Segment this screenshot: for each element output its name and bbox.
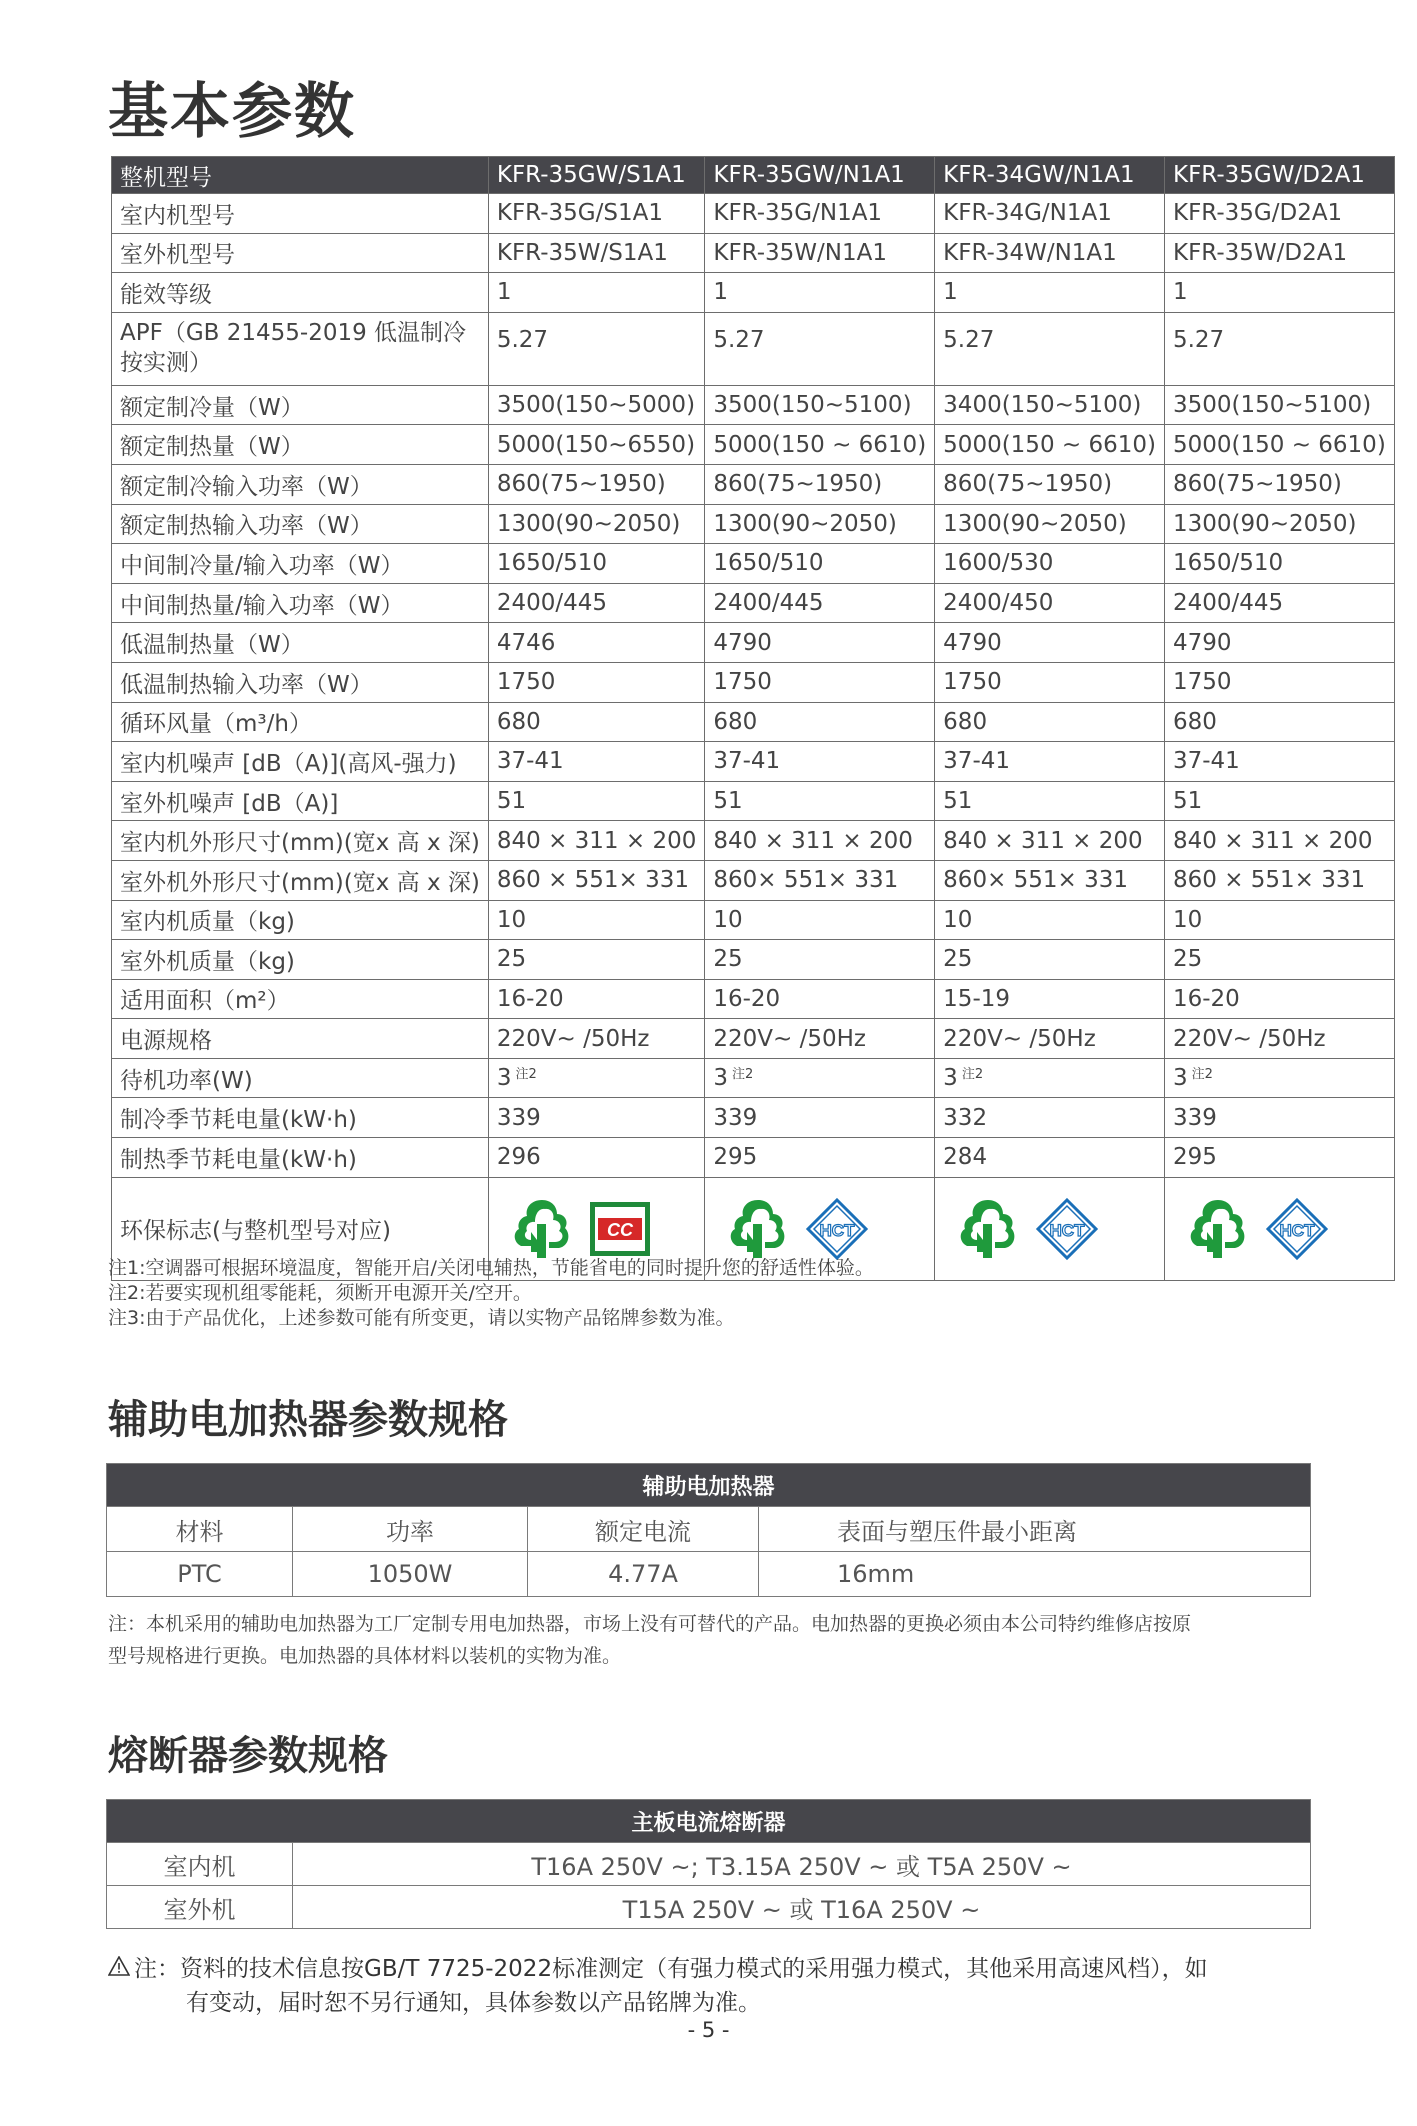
standby-value: 3	[943, 1065, 958, 1092]
spec-value: 339	[1164, 1098, 1394, 1138]
spec-value: 1650/510	[488, 544, 705, 584]
spec-value: 37-41	[705, 742, 935, 782]
spec-row-label: 室内机外形尺寸(mm)(宽x 高 x 深)	[112, 821, 489, 861]
spec-value: 37-41	[1164, 742, 1394, 782]
heater-col-header: 功率	[293, 1507, 528, 1552]
spec-value: 16-20	[488, 979, 705, 1019]
spec-value: KFR-34W/N1A1	[935, 233, 1165, 273]
spec-row-label: 低温制热输入功率（W）	[112, 662, 489, 702]
standby-note: 注2	[732, 1067, 754, 1083]
spec-value: 1	[1164, 273, 1394, 313]
spec-value: 284	[935, 1138, 1165, 1178]
spec-value: 5000(150 ~ 6610)	[1164, 425, 1394, 465]
spec-value: 680	[935, 702, 1165, 742]
spec-value: 4790	[705, 623, 935, 663]
spec-value: 25	[705, 940, 935, 980]
spec-row-label: 电源规格	[112, 1019, 489, 1059]
spec-value: KFR-35W/D2A1	[1164, 233, 1394, 273]
standby-value: 3	[1172, 1065, 1188, 1092]
fuse-row	[107, 1886, 1311, 1929]
spec-value: 4746	[488, 623, 705, 663]
spec-row	[112, 385, 1395, 425]
spec-value: 37-41	[488, 742, 705, 782]
spec-value: 1750	[705, 662, 935, 702]
spec-value: 37-41	[935, 742, 1165, 782]
spec-value: 1300(90~2050)	[935, 504, 1165, 544]
spec-value: 840 × 311 × 200	[935, 821, 1165, 861]
spec-value: 4790	[1164, 623, 1394, 663]
spec-row	[112, 1019, 1395, 1059]
heater-col-header: 材料	[107, 1507, 293, 1552]
spec-row	[112, 940, 1395, 980]
footer-note	[108, 1952, 1328, 2020]
spec-row	[112, 623, 1395, 663]
spec-value: 16-20	[1164, 979, 1394, 1019]
spec-value: 339	[705, 1098, 935, 1138]
spec-body	[112, 194, 1395, 1281]
spec-value: 25	[488, 940, 705, 980]
spec-row	[112, 425, 1395, 465]
spec-value: 2400/445	[488, 583, 705, 623]
spec-row	[112, 544, 1395, 584]
spec-row-label: 室外机型号	[112, 233, 489, 273]
spec-value: 2400/445	[1164, 583, 1394, 623]
spec-value: 3500(150~5100)	[705, 385, 935, 425]
spec-value: 1	[488, 273, 705, 313]
spec-row	[112, 781, 1395, 821]
spec-row-label: 室内机质量（kg)	[112, 900, 489, 940]
spec-value: 51	[488, 781, 705, 821]
spec-row	[112, 1098, 1395, 1138]
footer-line: 有变动，届时恕不另行通知，具体参数以产品铭牌为准。	[186, 1990, 761, 2016]
notes-block	[108, 1256, 874, 1331]
spec-row	[112, 273, 1395, 313]
spec-value: 3500(150~5000)	[488, 385, 705, 425]
spec-value: 2400/445	[705, 583, 935, 623]
spec-value: KFR-34G/N1A1	[935, 194, 1165, 234]
spec-row-label: 额定制冷量（W）	[112, 385, 489, 425]
spec-value: 840 × 311 × 200	[1164, 821, 1394, 861]
spec-value: 2400/450	[935, 583, 1165, 623]
spec-row	[112, 662, 1395, 702]
spec-value	[1164, 1058, 1394, 1098]
spec-row	[112, 860, 1395, 900]
spec-value: KFR-35G/N1A1	[705, 194, 935, 234]
spec-value: 51	[705, 781, 935, 821]
spec-value: 5000(150 ~ 6610)	[705, 425, 935, 465]
svg-text:HCT: HCT	[1279, 1220, 1315, 1240]
heater-value: 1050W	[293, 1552, 528, 1597]
standby-value: 3	[713, 1065, 728, 1092]
spec-row	[112, 900, 1395, 940]
spec-value: 5.27	[705, 312, 935, 385]
spec-value: 840 × 311 × 200	[488, 821, 705, 861]
spec-value: 51	[1164, 781, 1394, 821]
spec-value: 10	[935, 900, 1165, 940]
hct-icon	[1035, 1197, 1099, 1261]
spec-value: 220V~ /50Hz	[1164, 1019, 1394, 1059]
spec-value: 1650/510	[1164, 544, 1394, 584]
spec-value: 51	[935, 781, 1165, 821]
warning-triangle-icon	[108, 1952, 134, 1986]
spec-value: 1	[705, 273, 935, 313]
spec-value: 1300(90~2050)	[1164, 504, 1394, 544]
spec-value: 295	[705, 1138, 935, 1178]
spec-value: 1750	[488, 662, 705, 702]
spec-row	[112, 504, 1395, 544]
fuse-table	[106, 1799, 1311, 1929]
leaf-icon	[1185, 1196, 1251, 1262]
spec-value: 860× 551× 331	[705, 860, 935, 900]
fuse-table-title: 主板电流熔断器	[107, 1800, 1311, 1843]
heater-note	[108, 1608, 1191, 1672]
spec-value: 680	[705, 702, 935, 742]
spec-row	[112, 583, 1395, 623]
heater-table	[106, 1463, 1311, 1597]
spec-row	[112, 312, 1395, 385]
leaf-icon	[725, 1196, 791, 1262]
spec-value: 5000(150 ~ 6610)	[935, 425, 1165, 465]
heater-note-line: 注：本机采用的辅助电加热器为工厂定制专用电加热器，市场上没有可替代的产品。电加热器的更换必须由本公司特约维修店按原	[108, 1613, 1192, 1635]
spec-row-label: 适用面积（m²）	[112, 979, 489, 1019]
spec-value: 332	[935, 1098, 1165, 1138]
standby-note: 注2	[961, 1067, 984, 1083]
eco-logo-cell	[1164, 1177, 1394, 1280]
spec-value: 860(75~1950)	[1164, 464, 1394, 504]
spec-value: 1750	[935, 662, 1165, 702]
leaf-icon	[509, 1196, 575, 1262]
spec-value	[488, 1058, 705, 1098]
spec-header-label: 整机型号	[112, 157, 489, 194]
spec-value: 220V~ /50Hz	[488, 1019, 705, 1059]
spec-value: KFR-35W/S1A1	[488, 233, 705, 273]
spec-value: KFR-35W/N1A1	[705, 233, 935, 273]
spec-table	[111, 156, 1395, 1281]
spec-row-label: 循环风量（m³/h）	[112, 702, 489, 742]
cc-mark-icon	[589, 1201, 651, 1257]
fuse-section-title: 熔断器参数规格	[108, 1733, 388, 1779]
svg-text:HCT: HCT	[819, 1220, 855, 1240]
spec-value: 1300(90~2050)	[488, 504, 705, 544]
spec-value	[935, 1058, 1165, 1098]
spec-value: 4790	[935, 623, 1165, 663]
spec-value: KFR-35G/S1A1	[488, 194, 705, 234]
spec-row-label: 待机功率(W)	[112, 1058, 489, 1098]
heater-note-line: 型号规格进行更换。电加热器的具体材料以装机的实物为准。	[108, 1645, 622, 1667]
spec-value: 15-19	[935, 979, 1165, 1019]
heater-col-header: 额定电流	[528, 1507, 759, 1552]
spec-row-label: 室外机噪声 [dB（A)]	[112, 781, 489, 821]
fuse-row-label: 室内机	[107, 1843, 293, 1886]
model-header: KFR-34GW/N1A1	[935, 157, 1165, 194]
spec-row	[112, 821, 1395, 861]
spec-row	[112, 979, 1395, 1019]
spec-value: 10	[705, 900, 935, 940]
heater-header-row	[107, 1507, 1311, 1552]
spec-row	[112, 194, 1395, 234]
spec-value: 5.27	[488, 312, 705, 385]
spec-value: 25	[1164, 940, 1394, 980]
spec-value: 25	[935, 940, 1165, 980]
spec-value: 860(75~1950)	[705, 464, 935, 504]
spec-value: 10	[488, 900, 705, 940]
spec-value: 3500(150~5100)	[1164, 385, 1394, 425]
fuse-row	[107, 1843, 1311, 1886]
fuse-row-value: T15A 250V ~ 或 T16A 250V ~	[293, 1886, 1311, 1929]
hct-icon	[805, 1197, 869, 1261]
footer-line: 注：资料的技术信息按GB/T 7725-2022标准测定（有强力模式的采用强力模式，其他采用高速风档），如	[134, 1956, 1208, 1982]
spec-value: 296	[488, 1138, 705, 1178]
heater-value: PTC	[107, 1552, 293, 1597]
spec-row-label: 室外机质量（kg)	[112, 940, 489, 980]
spec-value: 5.27	[935, 312, 1165, 385]
heater-col-header: 表面与塑压件最小距离	[759, 1507, 1311, 1552]
spec-row-label: 额定制热量（W）	[112, 425, 489, 465]
spec-value: 339	[488, 1098, 705, 1138]
model-header: KFR-35GW/D2A1	[1164, 157, 1394, 194]
model-header: KFR-35GW/S1A1	[488, 157, 705, 194]
spec-row-label: 制热季节耗电量(kW·h)	[112, 1138, 489, 1178]
leaf-icon	[955, 1196, 1021, 1262]
spec-row-label: 能效等级	[112, 273, 489, 313]
spec-value: 220V~ /50Hz	[705, 1019, 935, 1059]
spec-value: 1300(90~2050)	[705, 504, 935, 544]
eco-logo-cell	[935, 1177, 1165, 1280]
spec-value: 1650/510	[705, 544, 935, 584]
spec-value: 680	[488, 702, 705, 742]
fuse-row-label: 室外机	[107, 1886, 293, 1929]
spec-row	[112, 742, 1395, 782]
standby-value: 3	[496, 1065, 512, 1092]
spec-value: 5.27	[1164, 312, 1394, 385]
spec-value: 10	[1164, 900, 1394, 940]
svg-text:HCT: HCT	[1049, 1220, 1085, 1240]
spec-row-label: APF（GB 21455-2019 低温制冷按实测）	[112, 312, 489, 385]
spec-value: 16-20	[705, 979, 935, 1019]
spec-row	[112, 464, 1395, 504]
standby-note: 注2	[1191, 1067, 1213, 1083]
heater-value: 16mm	[759, 1552, 1311, 1597]
spec-row-label: 中间制冷量/输入功率（W）	[112, 544, 489, 584]
spec-row	[112, 702, 1395, 742]
heater-value-row	[107, 1552, 1311, 1597]
heater-value: 4.77A	[528, 1552, 759, 1597]
spec-header-row	[112, 157, 1395, 194]
spec-value: 860(75~1950)	[488, 464, 705, 504]
model-header: KFR-35GW/N1A1	[705, 157, 935, 194]
spec-value: 3400(150~5100)	[935, 385, 1165, 425]
heater-table-title: 辅助电加热器	[107, 1464, 1311, 1507]
spec-value: 860× 551× 331	[935, 860, 1165, 900]
spec-value: 1750	[1164, 662, 1394, 702]
spec-row-label: 中间制热量/输入功率（W）	[112, 583, 489, 623]
note-line: 注3:由于产品优化，上述参数可能有所变更，请以实物产品铭牌参数为准。	[108, 1307, 735, 1329]
spec-row-label: 室内机噪声 [dB（A)](高风-强力)	[112, 742, 489, 782]
spec-row-label: 低温制热量（W）	[112, 623, 489, 663]
spec-value: 1600/530	[935, 544, 1165, 584]
hct-icon	[1265, 1197, 1329, 1261]
spec-value: 1	[935, 273, 1165, 313]
eco-label: 环保标志(与整机型号对应)	[112, 1177, 489, 1280]
spec-row-label: 额定制冷输入功率（W）	[112, 464, 489, 504]
spec-row-label: 室外机外形尺寸(mm)(宽x 高 x 深)	[112, 860, 489, 900]
spec-value: 680	[1164, 702, 1394, 742]
spec-value: 295	[1164, 1138, 1394, 1178]
page-title: 基本参数	[108, 77, 356, 147]
spec-row	[112, 1058, 1395, 1098]
spec-value: 5000(150~6550)	[488, 425, 705, 465]
heater-section-title: 辅助电加热器参数规格	[108, 1397, 508, 1443]
note-line: 注2:若要实现机组零能耗，须断开电源开关/空开。	[108, 1282, 532, 1304]
spec-value: 220V~ /50Hz	[935, 1019, 1165, 1059]
fuse-row-value: T16A 250V ~; T3.15A 250V ~ 或 T5A 250V ~	[293, 1843, 1311, 1886]
svg-text:CC: CC	[606, 1219, 633, 1240]
spec-row	[112, 1138, 1395, 1178]
page-number: - 5 -	[687, 2018, 730, 2042]
standby-note: 注2	[515, 1067, 537, 1083]
spec-value: 860 × 551× 331	[1164, 860, 1394, 900]
note-line: 注1:空调器可根据环境温度，智能开启/关闭电辅热，节能省电的同时提升您的舒适性体验。	[108, 1257, 874, 1279]
spec-row-label: 制冷季节耗电量(kW·h)	[112, 1098, 489, 1138]
spec-row	[112, 233, 1395, 273]
spec-value: 840 × 311 × 200	[705, 821, 935, 861]
spec-row-label: 额定制热输入功率（W）	[112, 504, 489, 544]
spec-value: 860 × 551× 331	[488, 860, 705, 900]
spec-row-label: 室内机型号	[112, 194, 489, 234]
spec-value	[705, 1058, 935, 1098]
spec-value: 860(75~1950)	[935, 464, 1165, 504]
spec-value: KFR-35G/D2A1	[1164, 194, 1394, 234]
